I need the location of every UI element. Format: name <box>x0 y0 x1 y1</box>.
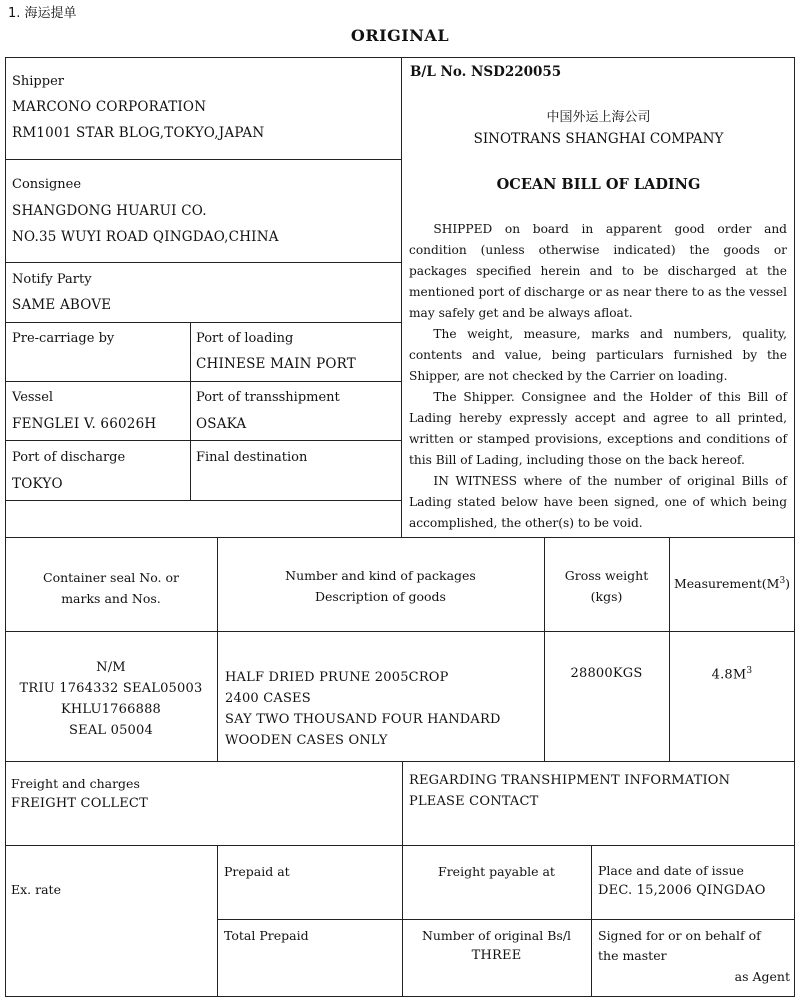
port-of-discharge-label: Port of discharge <box>12 450 126 465</box>
final-destination-label: Final destination <box>196 450 308 465</box>
divider <box>669 537 670 761</box>
divider <box>5 440 401 441</box>
consignee-label: Consignee <box>12 177 82 192</box>
bl-number-value: NSD220055 <box>471 64 562 80</box>
terms-and-conditions <box>409 219 787 534</box>
divider <box>5 262 401 263</box>
prepaid-at-label: Prepaid at <box>224 864 290 879</box>
signed-on-behalf-line2: the master <box>598 948 667 963</box>
measurement-header-text: Measurement(M <box>673 576 780 592</box>
description-line: SAY TWO THOUSAND FOUR HANDARD <box>225 712 501 727</box>
gross-weight-value: 28800KGS <box>570 666 643 681</box>
shipper-label: Shipper <box>12 74 64 89</box>
original-label: ORIGINAL <box>350 26 450 45</box>
marks-header-line: marks and Nos. <box>61 591 161 606</box>
measurement-value-sup: 3 <box>746 666 753 676</box>
divider <box>401 57 402 537</box>
marks-line: SEAL 05004 <box>69 723 153 738</box>
bl-number-label: B/L No. <box>410 64 467 80</box>
measurement-header-close: ) <box>785 576 791 592</box>
terms-paragraph: The Shipper. Consignee and the Holder of this Bill of Lading hereby expressly accept and agree to all printed, written or stamped provisions, exceptions and conditions of this Bill of Lading, including those on the back hereof. <box>409 390 787 467</box>
vessel-value: FENGLEI V. 66026H <box>12 416 157 432</box>
terms-paragraph: IN WITNESS where of the number of original Bills of Lading stated below have been signed, one of which being accomplished, the other(s) to be void. <box>409 474 787 530</box>
marks-line: N/M <box>96 660 126 675</box>
measurement-header-sup: 3 <box>779 576 786 586</box>
terms-paragraph: SHIPPED on board in apparent good order and condition (unless otherwise indicated) the goods or packages specified herein and to be discharged at the mentioned port of discharge or as near there to as the vessel may safely get and be always afloat. <box>409 222 787 320</box>
description-line: WOODEN CASES ONLY <box>225 733 388 748</box>
port-of-transshipment-value: OSAKA <box>196 416 247 432</box>
terms-paragraph: The weight, measure, marks and numbers, quality, contents and value, being particulars furnished by the Shipper, are not checked by the Carrier on loading. <box>409 327 787 383</box>
divider <box>5 322 401 323</box>
place-date-issue-label: Place and date of issue <box>598 863 744 878</box>
consignee-address: NO.35 WUYI ROAD QINGDAO,CHINA <box>12 229 279 245</box>
gross-weight-header-line: Gross weight <box>564 568 649 583</box>
port-of-transshipment-label: Port of transshipment <box>196 390 340 405</box>
freight-charges-label: Freight and charges <box>11 776 140 791</box>
packages-header-line: Number and kind of packages <box>285 568 476 583</box>
pre-carriage-label: Pre-carriage by <box>12 331 115 346</box>
measurement-value <box>669 666 795 683</box>
transhipment-info-line2: PLEASE CONTACT <box>409 794 539 809</box>
description-line: HALF DRIED PRUNE 2005CROP <box>225 670 449 685</box>
company-english-name: SINOTRANS SHANGHAI COMPANY <box>473 131 724 147</box>
gross-weight-header-line: (kgs) <box>590 589 623 604</box>
description-line: 2400 CASES <box>225 691 311 706</box>
original-bs-value: THREE <box>471 948 522 963</box>
signed-as-agent: as Agent <box>734 969 790 984</box>
divider <box>5 159 401 160</box>
divider <box>5 631 795 632</box>
port-of-loading-value: CHINESE MAIN PORT <box>196 356 356 372</box>
port-of-loading-label: Port of loading <box>196 331 294 346</box>
divider <box>5 500 401 501</box>
divider <box>591 845 592 997</box>
divider <box>5 537 795 538</box>
divider <box>5 845 795 846</box>
marks-header <box>5 567 217 609</box>
consignee-name: SHANGDONG HUARUI CO. <box>12 203 207 219</box>
place-date-issue-value: DEC. 15,2006 QINGDAO <box>598 883 766 898</box>
freight-payable-at-label: Freight payable at <box>438 864 555 879</box>
divider <box>5 381 401 382</box>
freight-charges-value: FREIGHT COLLECT <box>11 796 148 811</box>
notify-party-value: SAME ABOVE <box>12 297 112 313</box>
vessel-label: Vessel <box>12 390 54 405</box>
ex-rate-label: Ex. rate <box>11 882 61 897</box>
transhipment-info-line1: REGARDING TRANSHIPMENT INFORMATION <box>409 773 731 788</box>
divider <box>217 919 795 920</box>
original-bs-label: Number of original Bs/l <box>421 928 572 943</box>
bl-number <box>410 65 561 81</box>
port-of-discharge-value: TOKYO <box>12 476 63 492</box>
packages-header-line: Description of goods <box>315 589 446 604</box>
packages-header <box>217 565 544 607</box>
document-heading: 1. 海运提单 <box>8 6 77 21</box>
signed-on-behalf-line1: Signed for or on behalf of <box>598 928 761 943</box>
divider <box>190 322 191 500</box>
marks-line: TRIU 1764332 SEAL05003 <box>19 681 203 696</box>
notify-party-label: Notify Party <box>12 272 92 287</box>
document-title: OCEAN BILL OF LADING <box>496 176 701 193</box>
marks-line: KHLU1766888 <box>60 702 162 717</box>
marks-header-line: Container seal No. or <box>43 570 179 585</box>
shipper-name: MARCONO CORPORATION <box>12 99 207 115</box>
total-prepaid-label: Total Prepaid <box>224 928 309 943</box>
shipper-address: RM1001 STAR BLOG,TOKYO,JAPAN <box>12 125 265 141</box>
divider <box>5 761 795 762</box>
goods-description <box>225 667 501 751</box>
company-chinese-name: 中国外运上海公司 <box>546 110 651 125</box>
divider <box>217 845 218 997</box>
gross-weight-header <box>544 565 669 607</box>
measurement-header <box>669 576 795 592</box>
container-marks <box>5 657 217 741</box>
measurement-value-text: 4.8M <box>711 667 747 683</box>
